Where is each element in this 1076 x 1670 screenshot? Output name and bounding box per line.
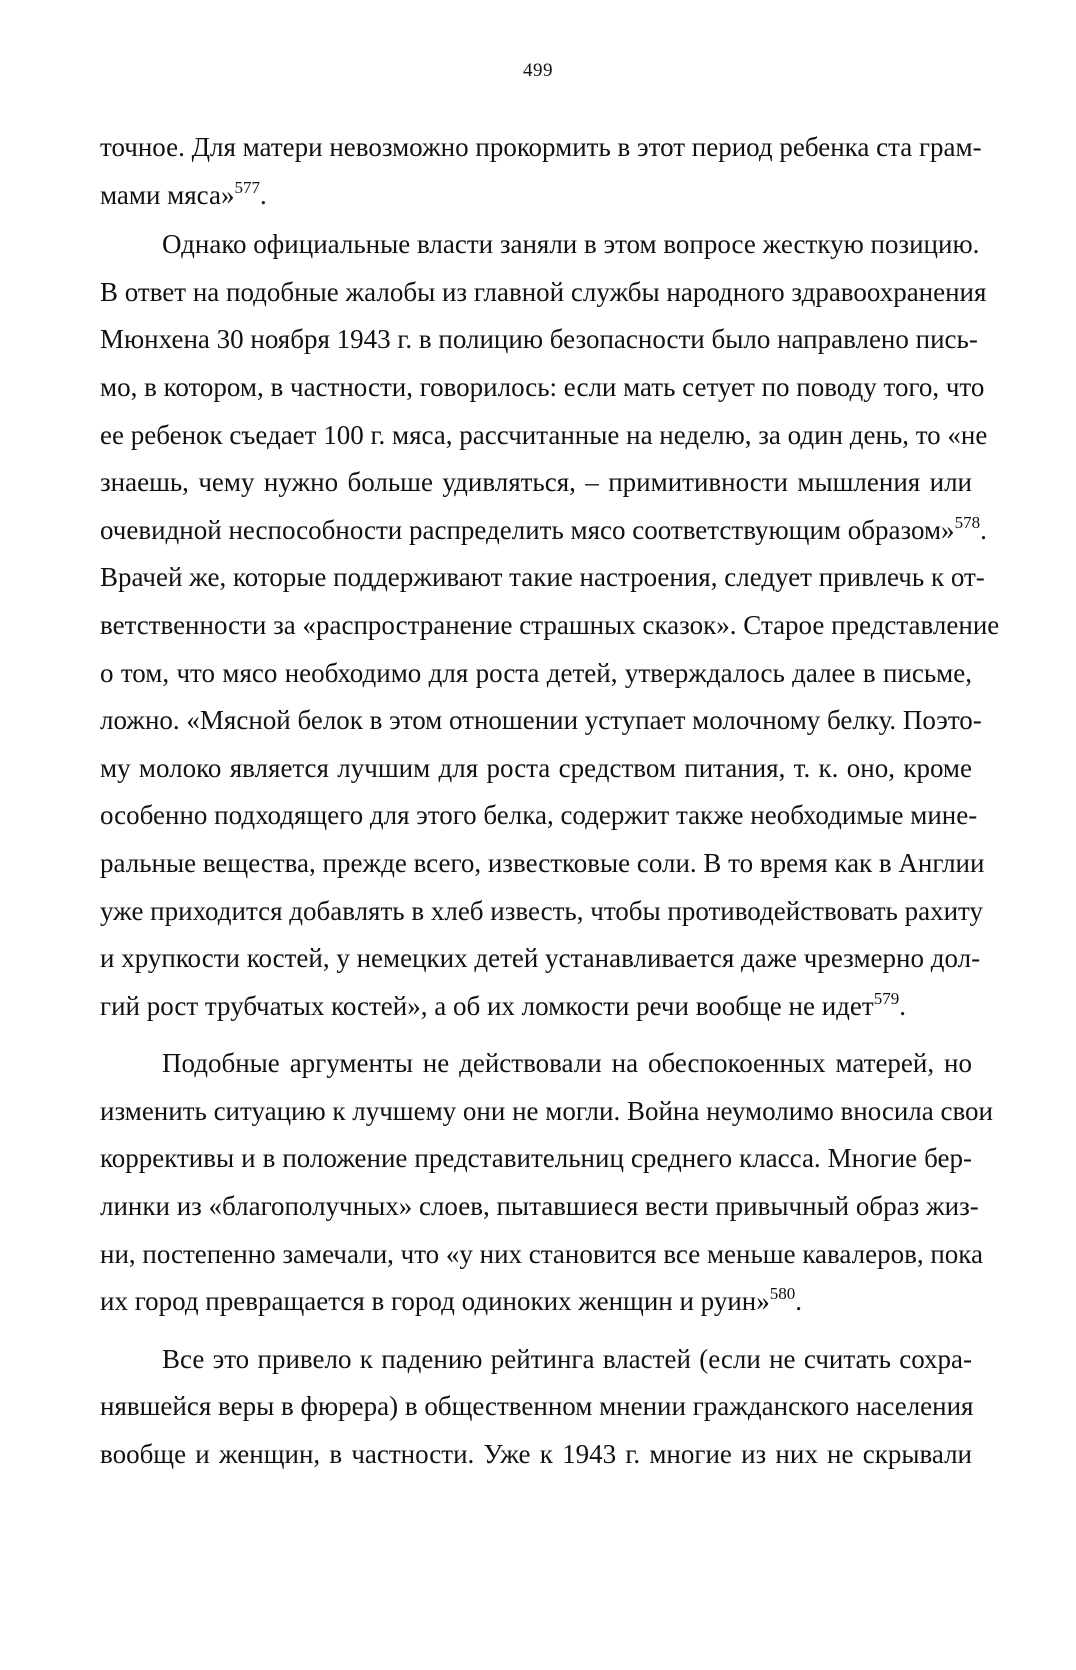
body-text xyxy=(100,124,1000,1479)
line-text: Однако официальные власти заняли в этом вопросе жесткую позицию. xyxy=(162,229,980,260)
text-line xyxy=(100,697,982,745)
page-number: 499 xyxy=(523,60,553,81)
text-line xyxy=(100,316,978,364)
line-text: В ответ на подобные жалобы из главной службы народного здравоохранения xyxy=(100,276,987,307)
line-text: ложно. «Мясной белок в этом отношении уступает молочному белку. Поэто- xyxy=(100,705,982,736)
line-text: му молоко является лучшим для роста средством питания, т. к. оно, кроме xyxy=(100,752,972,783)
paragraph-3 xyxy=(100,1040,994,1326)
line-text: линки из «благополучных» слоев, пытавшиеся вести привычный образ жиз- xyxy=(100,1191,979,1222)
line-text: нявшейся веры в фюрера) в общественном мнении гражданского населения xyxy=(100,1391,974,1422)
text-line xyxy=(100,840,985,888)
line-text: и хрупкости костей, у немецких детей устанавливается даже чрезмерно дол- xyxy=(100,943,981,974)
text-line xyxy=(100,1040,972,1088)
line-text: о том, что мясо необходимо для роста детей, утверждалось далее в письме, xyxy=(100,657,972,688)
text-line xyxy=(100,124,982,172)
line-text: точное. Для матери невозможно прокормить в этот период ребенка ста грам- xyxy=(100,132,982,162)
line-text-after: . xyxy=(795,1286,802,1317)
line-text: ни, постепенно замечали, что «у них становится все меньше кавалеров, пока xyxy=(100,1238,983,1269)
footnote-ref[interactable]: 577 xyxy=(234,177,260,197)
text-line xyxy=(100,1088,994,1136)
text-line xyxy=(100,172,972,220)
line-text: ветственности за «распространение страшных сказок». Старое представление xyxy=(100,609,1000,640)
line-text: Подобные аргументы не действовали на обеспокоенных матерей, но xyxy=(162,1048,972,1079)
paragraph-2 xyxy=(100,221,1000,1030)
line-text: ральные вещества, прежде всего, известковые соли. В то время как в Англии xyxy=(100,847,985,878)
line-text: мо, в котором, в частности, говорилось: если мать сетует по поводу того, что xyxy=(100,371,985,402)
line-text: особенно подходящего для этого белка, содержит также необходимые мине- xyxy=(100,800,978,831)
line-text: Врачей же, которые поддерживают такие настроения, следует привлечь к от- xyxy=(100,562,985,593)
text-line xyxy=(100,983,972,1031)
line-text: очевидной неспособности распределить мясо соответствующим образом» xyxy=(100,514,955,545)
text-line xyxy=(100,459,972,507)
footnote-ref[interactable]: 579 xyxy=(873,988,900,1008)
text-line xyxy=(100,269,987,317)
line-text: их город превращается в город одиноких женщин и руин» xyxy=(100,1286,770,1317)
line-text: гий рост трубчатых костей», а об их ломкости речи вообще не идет xyxy=(100,990,874,1021)
line-text-after: . xyxy=(899,990,906,1021)
footnote-ref[interactable]: 578 xyxy=(954,512,981,532)
line-text: ее ребенок съедает 100 г. мяса, рассчитанные на неделю, за один день, то «не xyxy=(100,419,988,450)
text-line xyxy=(100,792,978,840)
text-line xyxy=(100,602,1000,650)
text-line xyxy=(100,650,972,698)
text-line xyxy=(100,554,985,602)
text-line xyxy=(100,1431,972,1479)
paragraph-4 xyxy=(100,1336,972,1479)
line-text-after: . xyxy=(259,179,267,210)
paragraph-1 xyxy=(100,124,982,219)
text-line xyxy=(100,1135,972,1183)
text-line xyxy=(100,745,972,793)
text-line xyxy=(100,1183,979,1231)
text-line xyxy=(100,1278,972,1326)
text-line xyxy=(100,221,980,269)
text-line xyxy=(100,1231,983,1279)
line-text: коррективы и в положение представительниц среднего класса. Многие бер- xyxy=(100,1143,972,1174)
line-text: уже приходится добавлять в хлеб известь, чтобы противодействовать рахиту xyxy=(100,895,983,926)
line-text: Мюнхена 30 ноября 1943 г. в полицию безопасности было направлено пись- xyxy=(100,324,978,355)
line-text: изменить ситуацию к лучшему они не могли. Война неумолимо вносила свои xyxy=(100,1095,994,1126)
text-line xyxy=(100,364,985,412)
line-text-after: . xyxy=(980,514,987,545)
line-text: Все это привело к падению рейтинга властей (если не считать сохра- xyxy=(162,1343,972,1374)
text-line xyxy=(100,412,988,460)
text-line xyxy=(100,1383,972,1431)
text-line xyxy=(100,507,987,555)
text-line xyxy=(100,888,983,936)
line-text: мами мяса» xyxy=(100,179,235,210)
text-line xyxy=(100,935,981,983)
footnote-ref[interactable]: 580 xyxy=(769,1284,796,1304)
line-text: вообще и женщин, в частности. Уже к 1943 г. многие из них не скрывали xyxy=(100,1439,972,1470)
text-line xyxy=(100,1336,972,1384)
line-text: знаешь, чему нужно больше удивляться, – примитивности мышления или xyxy=(100,467,972,498)
